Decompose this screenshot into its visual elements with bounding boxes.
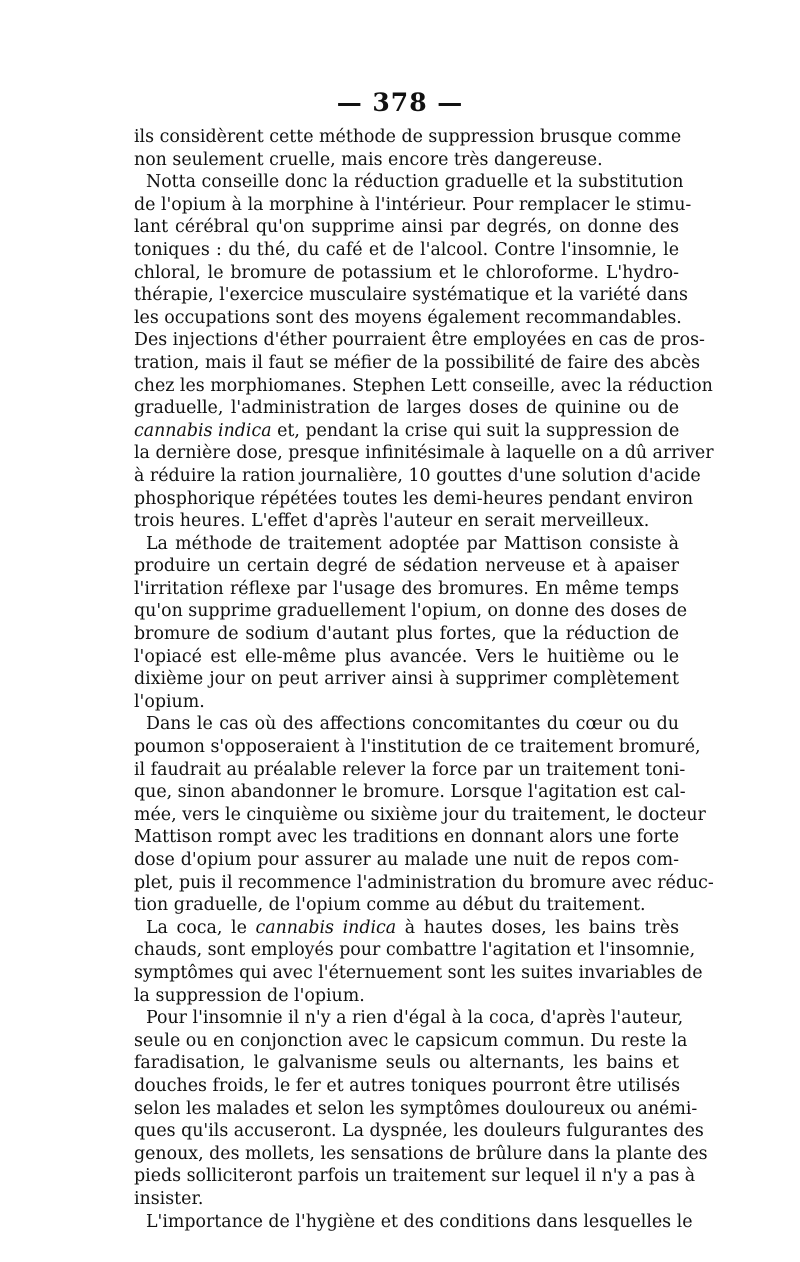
text-line: trois heures. L'effet d'après l'auteur en serait merveilleux. [134,511,650,532]
text-line: graduelle, l'administration de larges doses de quinine ou de [134,398,679,419]
text-line: bromure de sodium d'autant plus fortes, que la réduction de [134,624,679,645]
text-line: non seulement cruelle, mais encore très dangereuse. [134,149,603,170]
text-line: La méthode de traitement adoptée par Mattison consiste à [146,533,679,554]
text-line: poumon s'opposeraient à l'institution de ce traitement bromuré, [134,737,701,758]
text-line: symptômes qui avec l'éternuement sont les suites invariables de [134,962,703,983]
text-line: cannabis indica et, pendant la crise qui suit la suppression de [134,420,680,441]
text-line: tration, mais il faut se méfier de la possibilité de faire des abcès [134,352,701,373]
italic-term: cannabis indica [255,917,397,938]
text-line: mée, vers le cinquième ou sixième jour du traitement, le docteur [134,804,706,825]
text-line: produire un certain degré de sédation nerveuse et à apaiser [134,556,679,577]
italic-term: cannabis indica [134,420,272,441]
text-line: chez les morphiomanes. Stephen Lett conseille, avec la réduction [134,375,713,396]
text-line: plet, puis il recommence l'administration du bromure avec réduc- [134,872,714,893]
text-line: ques qu'ils accuseront. La dyspnée, les douleurs fulgurantes des [134,1121,704,1142]
text-line: selon les malades et selon les symptômes douloureux ou anémi- [134,1098,698,1119]
text-line: les occupations sont des moyens également recommandables. [134,307,682,328]
text-line: Pour l'insomnie il n'y a rien d'égal à la coca, d'après l'auteur, [146,1008,684,1029]
text-line: chauds, sont employés pour combattre l'agitation et l'insomnie, [134,940,696,961]
text-line: qu'on supprime graduellement l'opium, on donne des doses de [134,601,688,622]
text-line: faradisation, le galvanisme seuls ou alternants, les bains et [134,1053,679,1074]
text-line: genoux, des mollets, les sensations de brûlure dans la plante des [134,1143,708,1164]
text-line: Mattison rompt avec les traditions en donnant alors une forte [134,827,679,848]
text-line: seule ou en conjonction avec le capsicum commun. Du reste la [134,1030,688,1051]
text-line: ils considèrent cette méthode de suppression brusque comme [134,127,682,147]
text-line: thérapie, l'exercice musculaire systématique et la variété dans [134,285,688,306]
text-line: la dernière dose, presque infinitésimale à laquelle on a dû arriver [134,443,714,464]
text-line: à réduire la ration journalière, 10 gouttes d'une solution d'acide [134,465,701,486]
text-line: toniques : du thé, du café et de l'alcool. Contre l'insomnie, le [134,239,679,260]
text-line: la suppression de l'opium. [134,985,365,1006]
text-line: dose d'opium pour assurer au malade une nuit de repos com- [134,850,679,870]
text-line: douches froids, le fer et autres toniques pourront être utilisés [134,1075,681,1096]
text-line: lant cérébral qu'on supprime ainsi par degrés, on donne des [134,217,679,238]
text-line: tion graduelle, de l'opium comme au début du traitement. [134,895,646,916]
text-line: pieds solliciteront parfois un traitement sur lequel il n'y a pas à [134,1166,696,1187]
text-line: Des injections d'éther pourraient être employées en cas de pros- [134,330,705,351]
text-line: l'irritation réflexe par l'usage des bromures. En même temps [134,578,679,599]
text-line: de l'opium à la morphine à l'intérieur. Pour remplacer le stimu- [134,194,692,215]
text-line: La coca, le cannabis indica à hautes doses, les bains très [146,917,679,938]
text-line: dixième jour on peut arriver ainsi à supprimer complètement [134,669,679,690]
text-line: l'opiacé est elle-même plus avancée. Vers le huitième ou le [134,646,679,667]
text-line: L'importance de l'hygiène et des conditions dans lesquelles le [146,1211,693,1232]
text-line: il faudrait au préalable relever la force par un traitement toni- [134,759,686,780]
text-line: Dans le cas où des affections concomitantes du cœur ou du [146,714,679,735]
text-line: que, sinon abandonner le bromure. Lorsque l'agitation est cal- [134,782,686,803]
page-number: — 378 — [336,88,464,117]
text-line: Notta conseille donc la réduction graduelle et la substitution [146,172,684,193]
text-line: l'opium. [134,691,205,712]
text-line: phosphorique répétées toutes les demi-heures pendant environ [134,488,694,509]
text-line: insister. [134,1188,204,1209]
body-text [134,126,714,1233]
text-line: chloral, le bromure de potassium et le chloroforme. L'hydro- [134,262,679,283]
